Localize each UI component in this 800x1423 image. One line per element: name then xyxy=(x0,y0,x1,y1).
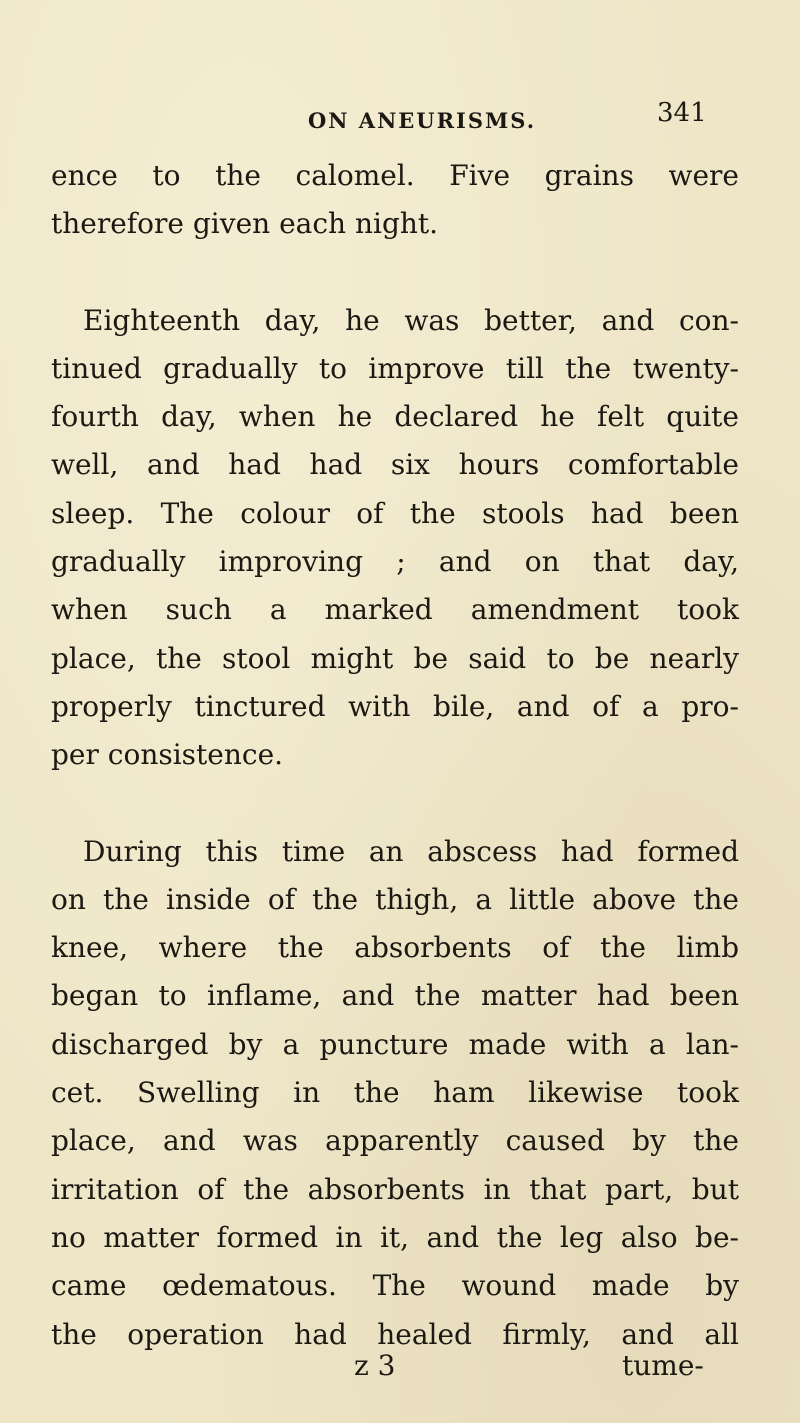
text-line: no matter formed in it, and the leg also be- xyxy=(51,1220,739,1254)
body-text xyxy=(51,152,739,1359)
text-line: the operation had healed firmly, and all xyxy=(51,1317,739,1351)
text-line: therefore given each night. xyxy=(51,207,439,241)
text-line: sleep. The colour of the stools had been xyxy=(51,496,739,530)
text-line: per consistence. xyxy=(51,738,284,772)
text-line: knee, where the absorbents of the limb xyxy=(51,931,739,965)
text-line: began to inflame, and the matter had been xyxy=(51,979,739,1013)
text-line: fourth day, when he declared he felt quite xyxy=(51,400,739,434)
text-line: on the inside of the thigh, a little above the xyxy=(51,882,739,916)
text-line: ence to the calomel. Five grains were xyxy=(51,159,739,192)
text-line: Eighteenth day, he was better, and con- xyxy=(83,303,739,337)
running-head: ON ANEURISMS. xyxy=(308,108,537,133)
text-line: came œdematous. The wound made by xyxy=(51,1269,739,1303)
paragraph xyxy=(51,828,739,1359)
text-line: place, the stool might be said to be nearly xyxy=(51,641,739,675)
paragraph xyxy=(51,297,739,780)
text-line: well, and had had six hours comfortable xyxy=(51,448,739,482)
text-line: cet. Swelling in the ham likewise took xyxy=(51,1076,739,1110)
text-line: irritation of the absorbents in that part, but xyxy=(51,1172,739,1206)
page-number: 341 xyxy=(657,98,707,128)
text-line: when such a marked amendment took xyxy=(51,593,739,627)
text-line: gradually improving ; and on that day, xyxy=(51,545,739,579)
text-line: properly tinctured with bile, and of a pro- xyxy=(51,689,739,723)
text-line: During this time an abscess had formed xyxy=(83,834,739,868)
text-line: place, and was apparently caused by the xyxy=(51,1124,739,1158)
paragraph xyxy=(51,152,739,249)
catchword: tume- xyxy=(622,1349,704,1382)
text-line: tinued gradually to improve till the twenty- xyxy=(51,351,739,385)
signature-mark: z 3 xyxy=(354,1349,396,1382)
text-line: discharged by a puncture made with a lan- xyxy=(51,1027,739,1061)
